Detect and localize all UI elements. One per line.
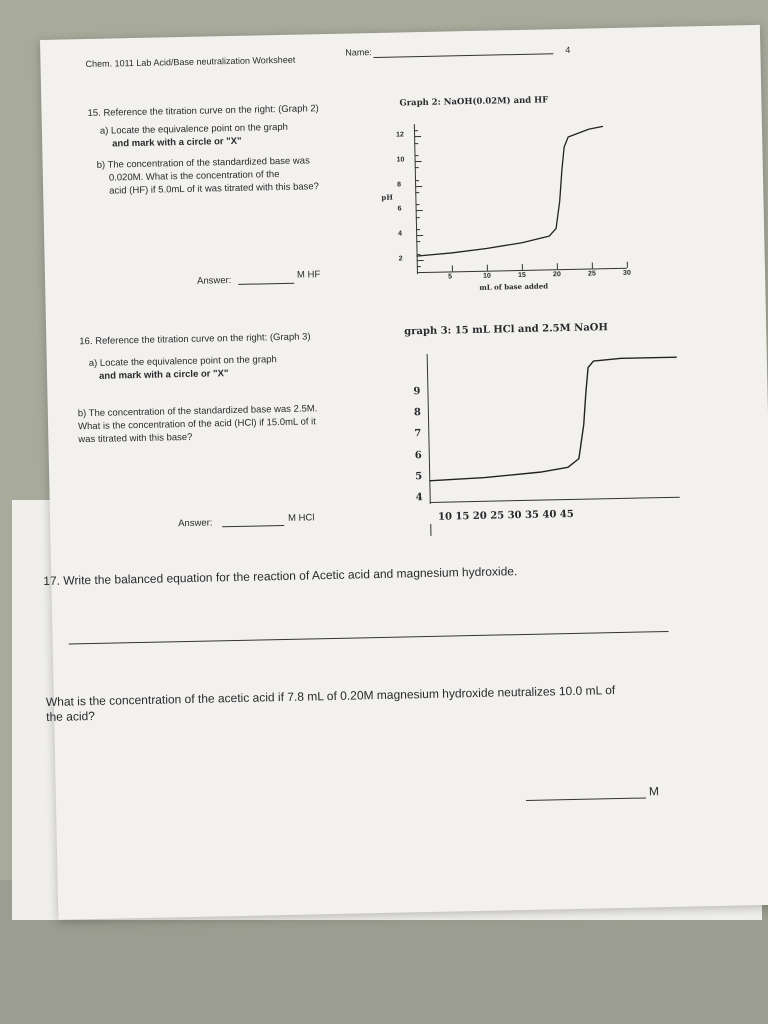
graph2-x-tick-label: 5: [447, 273, 453, 281]
q16-b-line1: b) The concentration of the standardized base was 2.5M.: [77, 403, 318, 420]
graph2-title: Graph 2: NaOH(0.02M) and HF: [399, 95, 549, 109]
graph2-y-tick-label: 10: [396, 156, 405, 164]
page-number: 4: [565, 44, 571, 55]
q16-a-line2: and mark with a circle or "X": [98, 368, 229, 382]
q15-answer-label: Answer:: [196, 275, 232, 287]
q16-a-line1: a) Locate the equivalence point on the graph: [88, 354, 277, 370]
graph2-x-tick-label: 10: [482, 272, 491, 280]
q15-title: 15. Reference the titration curve on the right: (Graph 2): [87, 103, 319, 120]
graph2-x-tick-label: 25: [587, 270, 596, 278]
graph2-x-tick-label: 15: [517, 271, 526, 280]
q15-a-line2: and mark with a circle or "X": [112, 135, 242, 150]
graph3-y-tick-label: 6: [414, 449, 422, 461]
graph3-title: graph 3: 15 mL HCl and 2.5M NaOH: [404, 322, 609, 338]
graph2-y-tick-label: 8: [397, 181, 402, 189]
worksheet-title: Chem. 1011 Lab Acid/Base neutralization Worksheet: [85, 54, 296, 70]
graph2-ylabel: pH: [381, 192, 393, 202]
graph3-curve-layer: [40, 25, 768, 920]
q15-a-line1: a) Locate the equivalence point on the graph: [99, 121, 289, 137]
q17-question-line2: the acid?: [46, 709, 96, 725]
q15-b-line2: 0.020M. What is the concentration of the: [108, 169, 280, 184]
q16-title: 16. Reference the titration curve on the right: (Graph 3): [79, 331, 311, 348]
q16-b-line2: What is the concentration of the acid (HCl) if 15.0mL of it: [77, 416, 316, 433]
graph2-x-tick-label: 30: [622, 269, 631, 277]
graph2-y-tick-label: 6: [397, 205, 402, 213]
q16-answer-label: Answer:: [178, 517, 213, 530]
q17-unit: M: [648, 784, 660, 799]
q17-title: 17. Write the balanced equation for the reaction of Acetic acid and magnesium hydroxide.: [43, 564, 518, 589]
q15-unit: M HF: [296, 269, 321, 281]
graph2-xlabel: mL of base added: [479, 281, 549, 292]
q15-b-line1: b) The concentration of the standardized base was: [96, 155, 310, 171]
q15-b-line3: acid (HF) if 5.0mL of it was titrated with this base?: [109, 181, 320, 197]
graph3-x-ticks: 10 15 20 25 30 35 40 45: [437, 508, 574, 523]
q16-unit: M HCl: [287, 512, 315, 524]
name-label: Name:: [345, 47, 372, 58]
graph3-y-tick-label: 9: [413, 386, 421, 398]
graph3-y-tick-label: 8: [413, 407, 421, 419]
graph3-y-tick-label: 4: [415, 491, 423, 504]
worksheet-page: [40, 25, 768, 920]
graph2-y-tick-label: 12: [396, 131, 404, 139]
graph2-y-tick-label: 2: [398, 255, 403, 263]
graph2-y-tick-label: 4: [398, 230, 403, 238]
q17-question-line1: What is the concentration of the acetic acid if 7.8 mL of 0.20M magnesium hydroxide neutralizes 10.0 mL of: [45, 683, 616, 710]
graph3-y-tick-label: 5: [415, 470, 423, 482]
graph2-x-tick-label: 20: [552, 271, 561, 279]
graph3-y-tick-label: 7: [414, 428, 422, 440]
q16-b-line3: was titrated with this base?: [78, 431, 193, 446]
graph3-titration-curve: [427, 357, 679, 481]
